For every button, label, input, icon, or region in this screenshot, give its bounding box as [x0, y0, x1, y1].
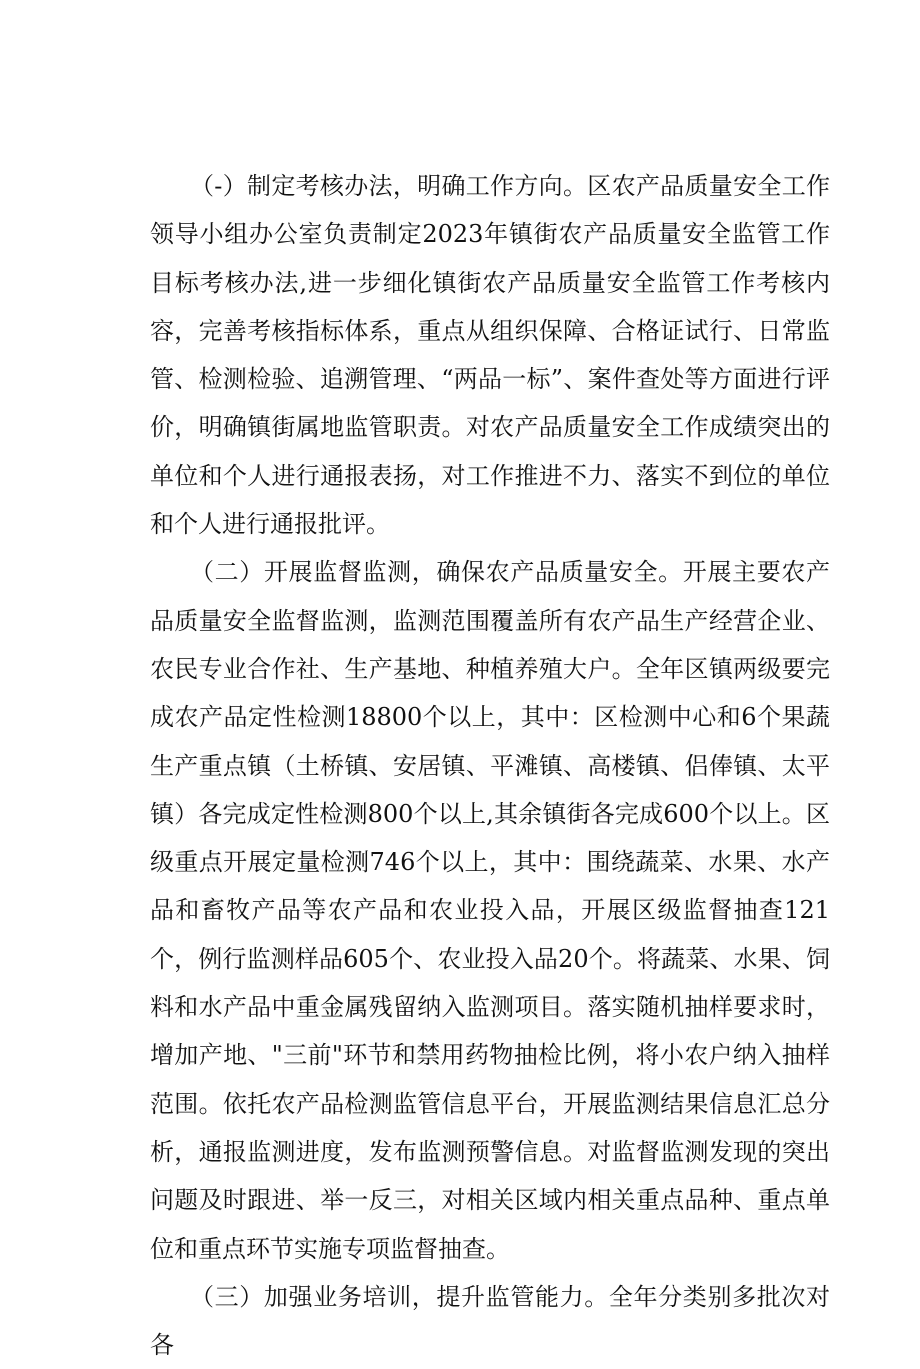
paragraph-supervision-monitoring: （二）开展监督监测，确保农产品质量安全。开展主要农产品质量安全监督监测，监测范围覆盖所有农产品生产经营企业、农民专业合作社、生产基地、种植养殖大户。全年区镇两级要完成农产品定性检测18800个以上，其中：区检测中心和6个果蔬生产重点镇（土桥镇、安居镇、平滩镇、高楼镇、侣俸镇、太平镇）各完成定性检测800个以上,其余镇街各完成600个以上。区级重点开展定量检测746个以上，其中：围绕蔬菜、水果、水产品和畜牧产品等农产品和农业投入品，开展区级监督抽查121个，例行监测样品605个、农业投入品20个。将蔬菜、水果、饲料和水产品中重金属残留纳入监测项目。落实随机抽样要求时，增加产地、"三前"环节和禁用药物抽检比例，将小农户纳入抽样范围。依托农产品检测监管信息平台，开展监测结果信息汇总分析，通报监测进度，发布监测预警信息。对监督监测发现的突出问题及时跟进、举一反三，对相关区域内相关重点品种、重点单位和重点环节实施专项监督抽查。 [150, 558, 830, 1263]
paragraph-business-training: （三）加强业务培训，提升监管能力。全年分类别多批次对各 [150, 1282, 830, 1360]
document-body [150, 162, 830, 1369]
paragraph-assessment-method: （-）制定考核办法，明确工作方向。区农产品质量安全工作领导小组办公室负责制定2023年镇街农产品质量安全监管工作目标考核办法,进一步细化镇街农产品质量安全监管工作考核内容，完善考核指标体系，重点从组织保障、合格证试行、日常监管、检测检验、追溯管理、“两品一标”、案件查处等方面进行评价，明确镇街属地监管职责。对农产品质量安全工作成绩突出的单位和个人进行通报表扬，对工作推进不力、落实不到位的单位和个人进行通报批评。 [150, 172, 830, 539]
